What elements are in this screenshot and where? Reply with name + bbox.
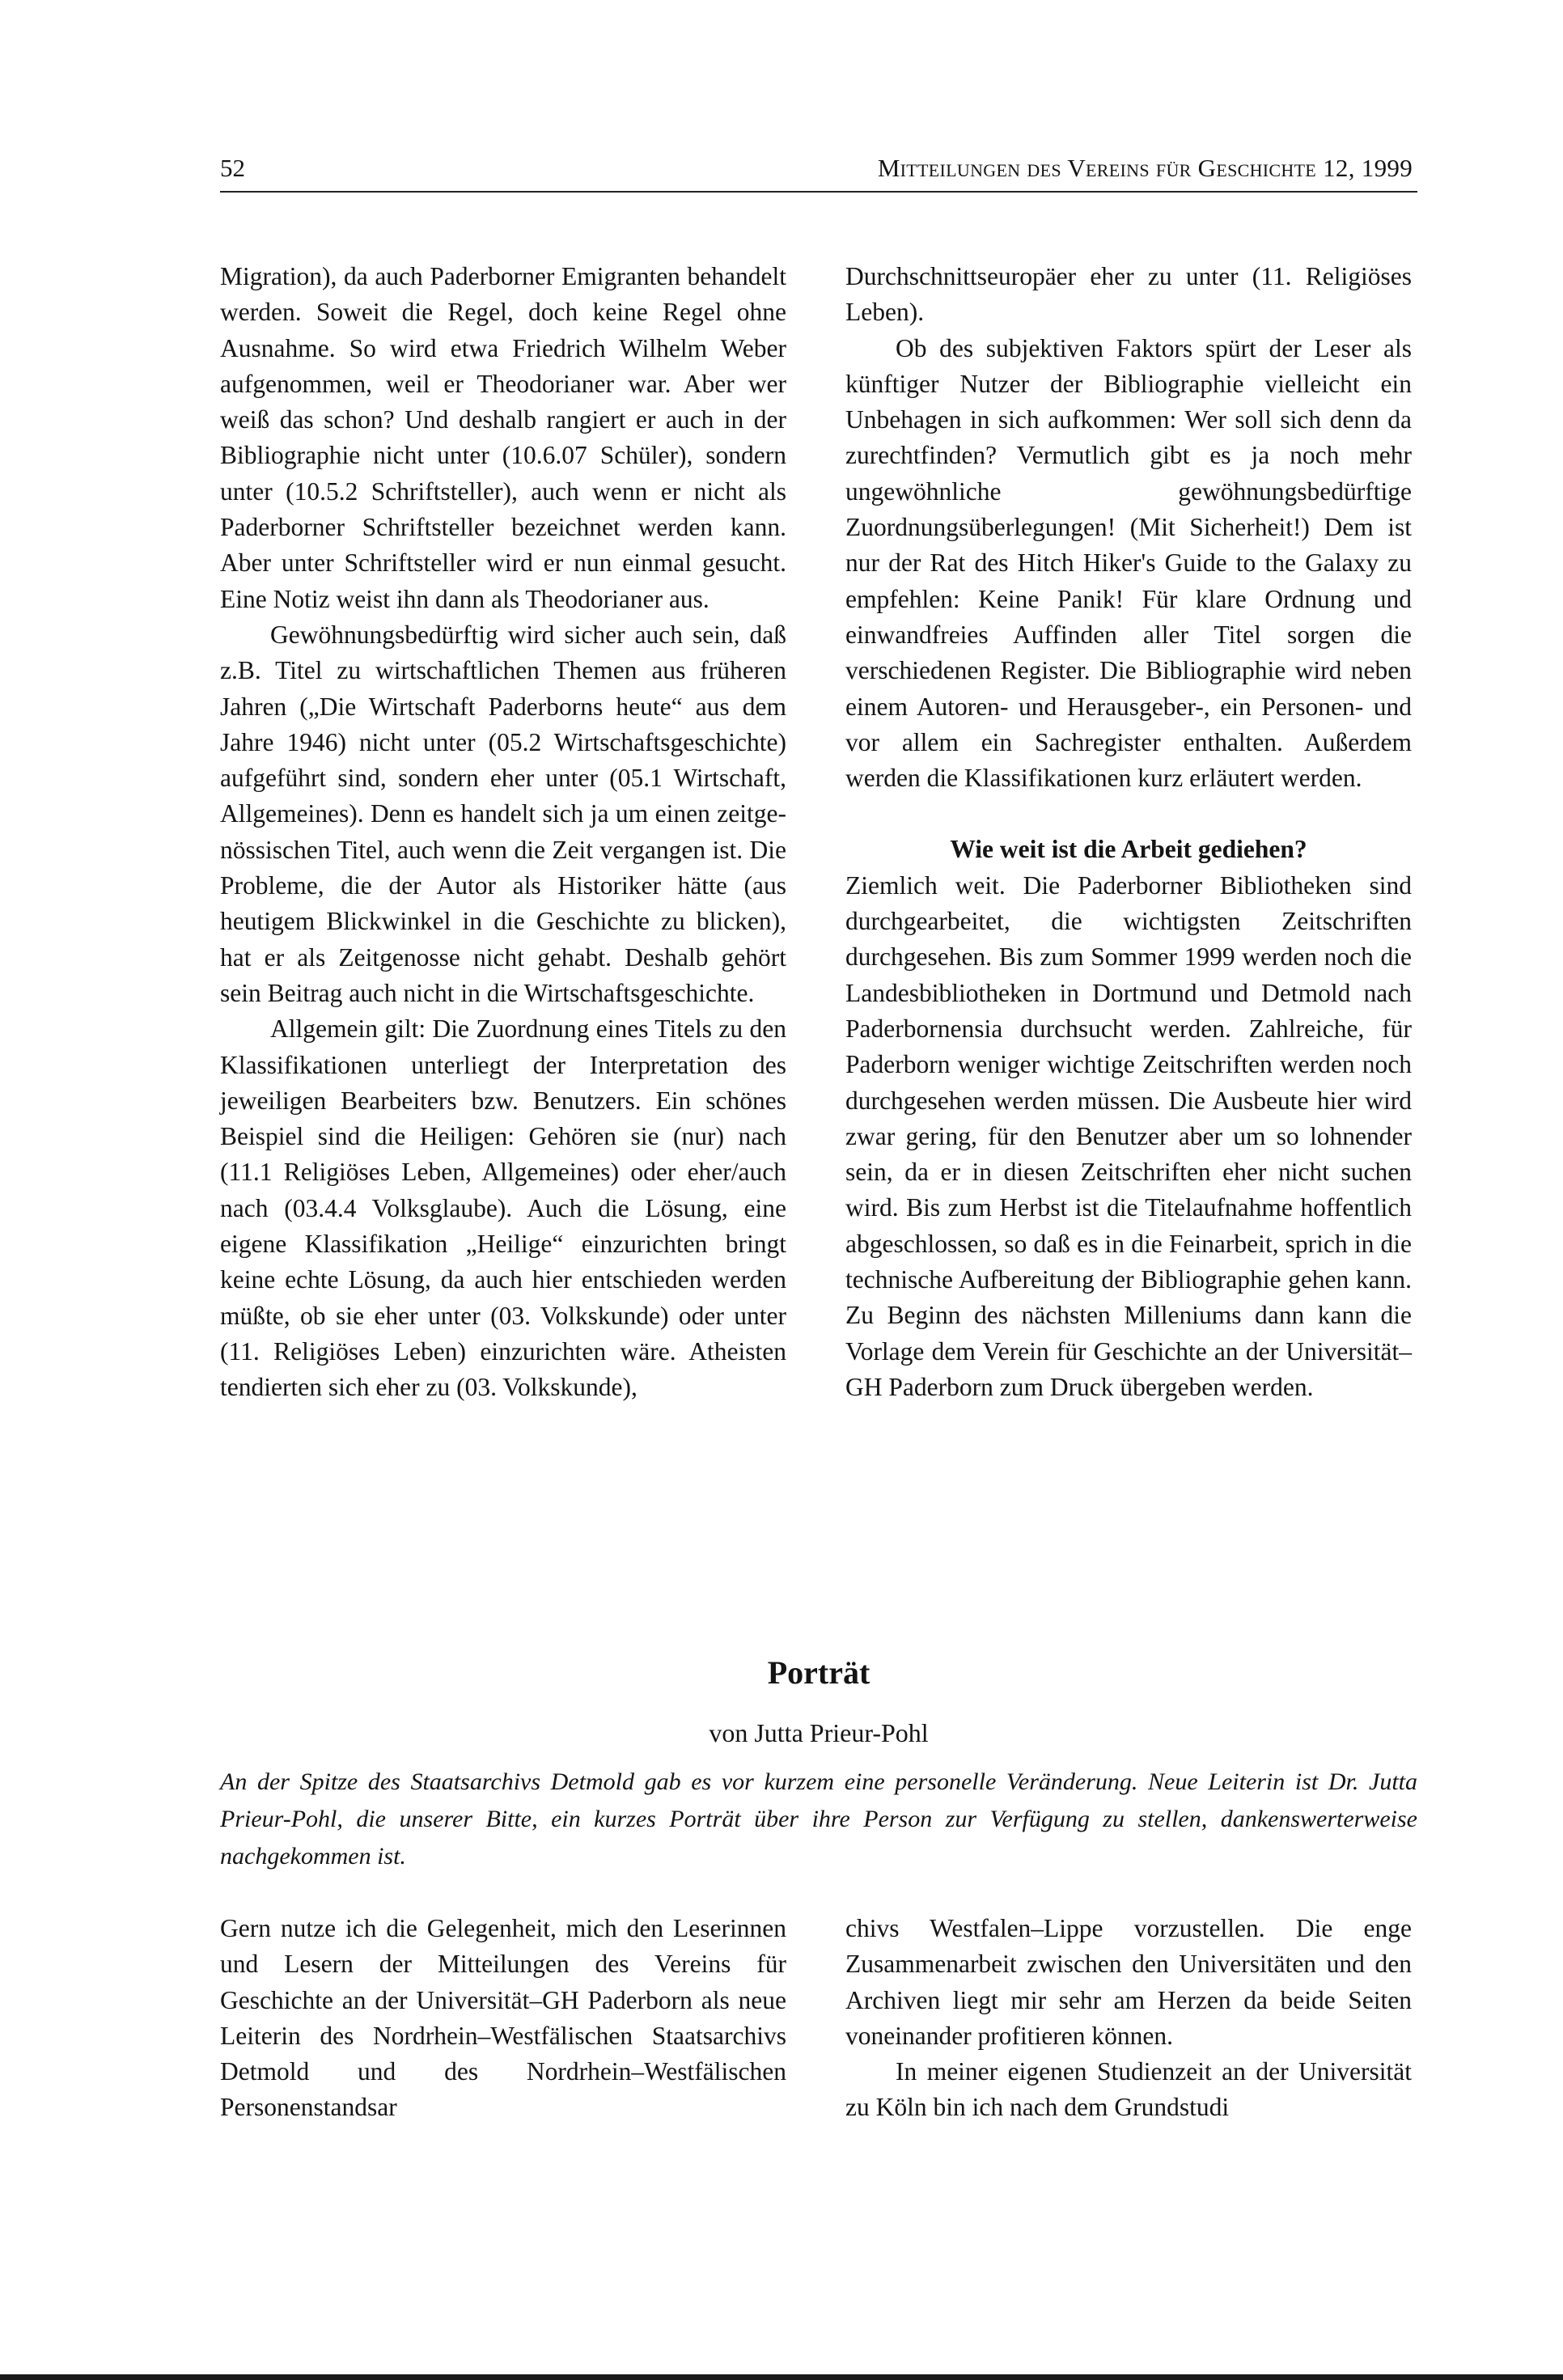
paragraph: In meiner eigenen Studienzeit an der Universität zu Köln bin ich nach dem Grundstudi — [845, 2057, 1412, 2122]
paragraph: Ziemlich weit. Die Paderborner Bibliotheken sind durchgearbeitet, die wichtigsten Zeitschriften durchgesehen. Bis zum Sommer 1999 werden noch die Landesbibliotheken in Dortmund und Detmold nach Paderbornensia durchsucht werden. Zahlreiche, für Paderborn weniger wichtige Zeitschriften werden noch durchgesehen werden müssen. Die Ausbeute hier wird zwar gering, für den Benutzer aber um so lohnender sein, da er in diesen Zeitschriften eher nicht suchen wird. Bis zum Herbst ist die Titelaufnahme hoffentlich abgeschlossen, so daß es in die Feinarbeit, sprich in die technische Aufbereitung der Bibliographie gehen kann. Zu Beginn des nächsten Milleniums dann kann die Vorlage dem Verein für Geschichte an der Universität–GH Paderborn zum Druck übergeben werden. — [845, 870, 1412, 1401]
left-column-top — [220, 259, 786, 1406]
portrait-byline: von Jutta Prieur-Pohl — [709, 1718, 929, 1747]
page-number: 52 — [220, 154, 245, 182]
right-column-bottom — [845, 1911, 1412, 2126]
right-column-top — [845, 259, 1412, 1405]
running-header — [220, 150, 1417, 193]
journal-title: Mitteilungen des Vereins für Geschichte 12, 1999 — [877, 154, 1413, 182]
paragraph: Migration), da auch Paderborner Emigranten behandelt werden. Soweit die Regel, doch keine Regel ohne Ausnahme. So wird etwa Friedrich Wilhelm Weber aufgenommen, weil er Theodorianer war. Aber wer weiß das schon? Und deshalb rangiert er auch in der Bibliographie nicht unter (10.6.07 Schüler), sondern unter (10.5.2 Schriftsteller), auch wenn er nicht als Paderborner Schriftsteller bezeichnet werden kann. Aber unter Schriftsteller wird er nun einmal gesucht. Eine Notiz weist ihn dann als Theodorianer aus. — [220, 262, 786, 613]
portrait-intro: An der Spitze des Staatsarchivs Detmold gab es vor kurzem eine personelle Veränderung. Neue Leiterin ist Dr. Jutta Prieur-Pohl, die unserer Bitte, ein kurzes Porträt über ihre Person zur Verfügung zu stellen, dankenswerterweise nachgekommen ist. — [220, 1768, 1417, 1870]
paragraph: Durchschnittseuropäer eher zu unter (11. Religiöses Leben). — [845, 262, 1412, 327]
left-column-bottom — [220, 1911, 786, 2126]
paragraph: Gewöhnungsbedürftig wird sicher auch sein, daß z.B. Titel zu wirtschaftlichen Themen aus früheren Jahren („Die Wirtschaft Paderborns heute“ aus dem Jahre 1946) nicht unter (05.2 Wirtschaftsgeschichte) aufgeführt sind, sondern eher unter (05.1 Wirtschaft, Allgemeines). Denn es handelt sich ja um einen zeitgenössischen Titel, auch wenn die Zeit vergangen ist. Die Probleme, die der Autor als Historiker hätte (aus heutigem Blickwinkel in die Geschichte zu blicken), hat er als Zeitgenosse nicht gehabt. Deshalb gehört sein Beitrag auch nicht in die Wirtschaftsgeschichte. — [220, 620, 786, 1007]
paragraph: chivs Westfalen–Lippe vorzustellen. Die enge Zusammenarbeit zwischen den Universitäten und den Archiven liegt mir sehr am Herzen da beide Seiten voneinander profitieren können. — [845, 1914, 1412, 2050]
paragraph: Ob des subjektiven Faktors spürt der Leser als künftiger Nutzer der Bibliographie vielleicht ein Unbehagen in sich aufkommen: Wer soll sich denn da zurechtfinden? Vermutlich gibt es ja noch mehr ungewöhnliche gewöhnungsbedürftige Zuordnungsüberlegungen! (Mit Sicherheit!) Dem ist nur der Rat des Hitch Hiker's Guide to the Galaxy zu empfehlen: Keine Panik! Für klare Ordnung und einwandfreies Auffinden aller Titel sorgen die verschiedenen Register. Die Bibliographie wird neben einem Autoren- und Herausgeber-, ein Personen- und vor allem ein Sachregister enthalten. Außerdem werden die Klassifikationen kurz erläutert werden. — [845, 333, 1412, 793]
section-subheading: Wie weit ist die Arbeit gediehen? — [950, 835, 1307, 864]
portrait-title: Porträt — [767, 1654, 870, 1691]
scan-edge — [0, 2374, 1563, 2380]
paragraph: Allgemein gilt: Die Zuordnung eines Titels zu den Klassifikationen unterliegt der Interpretation des jeweiligen Bearbeiters bzw. Benutzers. Ein schönes Beispiel sind die Heiligen: Gehören sie (nur) nach (11.1 Religiöses Leben, Allgemeines) oder eher/auch nach (03.4.4 Volksglaube). Auch die Lösung, eine eigene Klassifikation „Heilige“ einzurichten bringt keine echte Lösung, da auch hier entschieden werden müßte, ob sie eher unter (03. Volkskunde) oder unter (11. Religiöses Leben) einzurichten wäre. Atheisten tendierten sich eher zu (03. Volkskunde), — [220, 1014, 786, 1402]
paragraph: Gern nutze ich die Gelegenheit, mich den Leserinnen und Lesern der Mitteilungen des Vereins für Geschichte an der Universität–GH Paderborn als neue Leiterin des Nordrhein–Westfälischen Staatsarchivs Detmold und des Nordrhein–Westfälischen Personenstandsar — [220, 1914, 786, 2122]
